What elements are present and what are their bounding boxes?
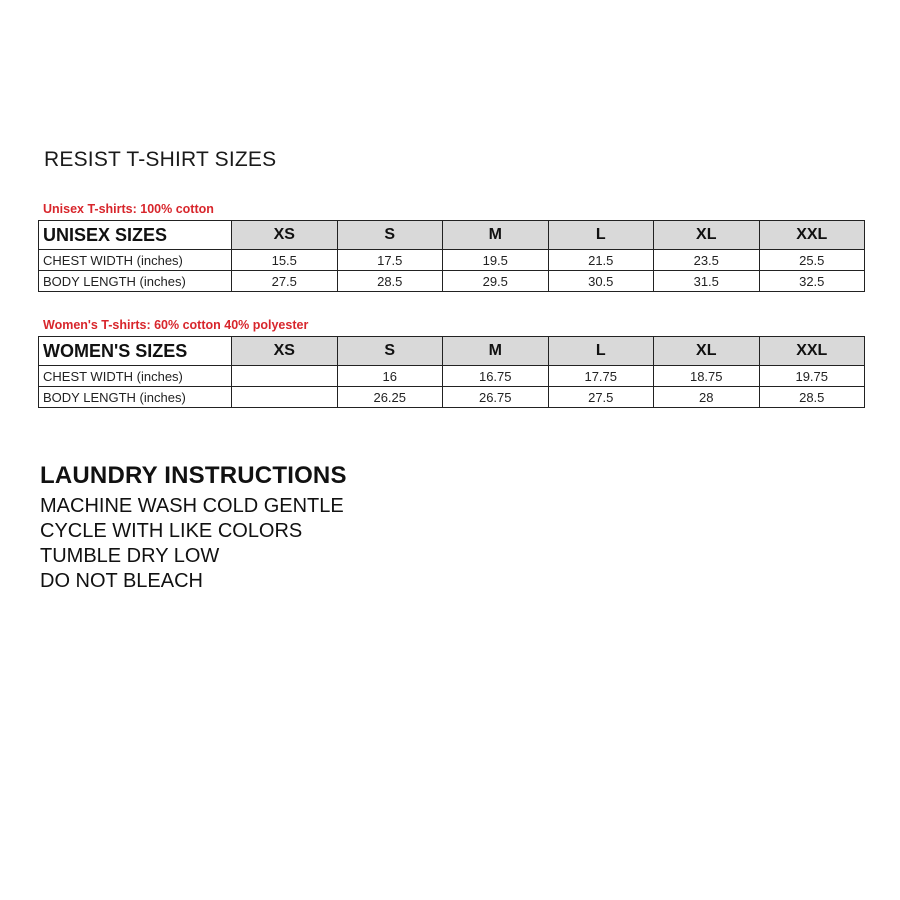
women-length-s: 26.25	[337, 387, 443, 408]
unisex-size-xl: XL	[654, 221, 760, 250]
unisex-length-m: 29.5	[443, 271, 549, 292]
unisex-size-l: L	[548, 221, 654, 250]
unisex-length-xs: 27.5	[232, 271, 338, 292]
women-chest-label: CHEST WIDTH (inches)	[39, 366, 232, 387]
unisex-size-xs: XS	[232, 221, 338, 250]
women-size-table	[38, 336, 865, 408]
women-chest-xs	[232, 366, 338, 387]
unisex-chest-label: CHEST WIDTH (inches)	[39, 250, 232, 271]
unisex-length-xxl: 32.5	[759, 271, 865, 292]
unisex-size-xxl: XXL	[759, 221, 865, 250]
unisex-length-s: 28.5	[337, 271, 443, 292]
women-chest-xl: 18.75	[654, 366, 760, 387]
unisex-caption: Unisex T-shirts: 100% cotton	[43, 202, 214, 216]
table-row	[39, 387, 865, 408]
unisex-chest-l: 21.5	[548, 250, 654, 271]
table-row	[39, 366, 865, 387]
women-length-xs	[232, 387, 338, 408]
women-length-l: 27.5	[548, 387, 654, 408]
women-size-l: L	[548, 337, 654, 366]
unisex-size-m: M	[443, 221, 549, 250]
laundry-section	[40, 462, 347, 594]
laundry-line: DO NOT BLEACH	[40, 570, 203, 592]
women-header-row	[39, 337, 865, 366]
women-size-xl: XL	[654, 337, 760, 366]
table-row	[39, 271, 865, 292]
laundry-line: MACHINE WASH COLD GENTLE	[40, 495, 344, 517]
unisex-chest-s: 17.5	[337, 250, 443, 271]
laundry-line: TUMBLE DRY LOW	[40, 545, 220, 567]
women-chest-s: 16	[337, 366, 443, 387]
unisex-size-table	[38, 220, 865, 292]
unisex-header-label: UNISEX SIZES	[39, 221, 232, 250]
women-length-xxl: 28.5	[759, 387, 865, 408]
table-row	[39, 250, 865, 271]
women-length-xl: 28	[654, 387, 760, 408]
laundry-line: CYCLE WITH LIKE COLORS	[40, 520, 303, 542]
women-size-xs: XS	[232, 337, 338, 366]
unisex-length-label: BODY LENGTH (inches)	[39, 271, 232, 292]
women-size-m: M	[443, 337, 549, 366]
women-header-label: WOMEN'S SIZES	[39, 337, 232, 366]
women-caption: Women's T-shirts: 60% cotton 40% polyester	[43, 318, 309, 332]
unisex-length-l: 30.5	[548, 271, 654, 292]
laundry-title: LAUNDRY INSTRUCTIONS	[40, 462, 347, 489]
women-chest-m: 16.75	[443, 366, 549, 387]
women-chest-xxl: 19.75	[759, 366, 865, 387]
unisex-chest-xl: 23.5	[654, 250, 760, 271]
women-length-m: 26.75	[443, 387, 549, 408]
women-size-s: S	[337, 337, 443, 366]
unisex-chest-xs: 15.5	[232, 250, 338, 271]
women-length-label: BODY LENGTH (inches)	[39, 387, 232, 408]
women-size-xxl: XXL	[759, 337, 865, 366]
page-title: RESIST T-SHIRT SIZES	[44, 148, 277, 171]
unisex-header-row	[39, 221, 865, 250]
unisex-length-xl: 31.5	[654, 271, 760, 292]
unisex-chest-m: 19.5	[443, 250, 549, 271]
unisex-chest-xxl: 25.5	[759, 250, 865, 271]
women-chest-l: 17.75	[548, 366, 654, 387]
unisex-size-s: S	[337, 221, 443, 250]
